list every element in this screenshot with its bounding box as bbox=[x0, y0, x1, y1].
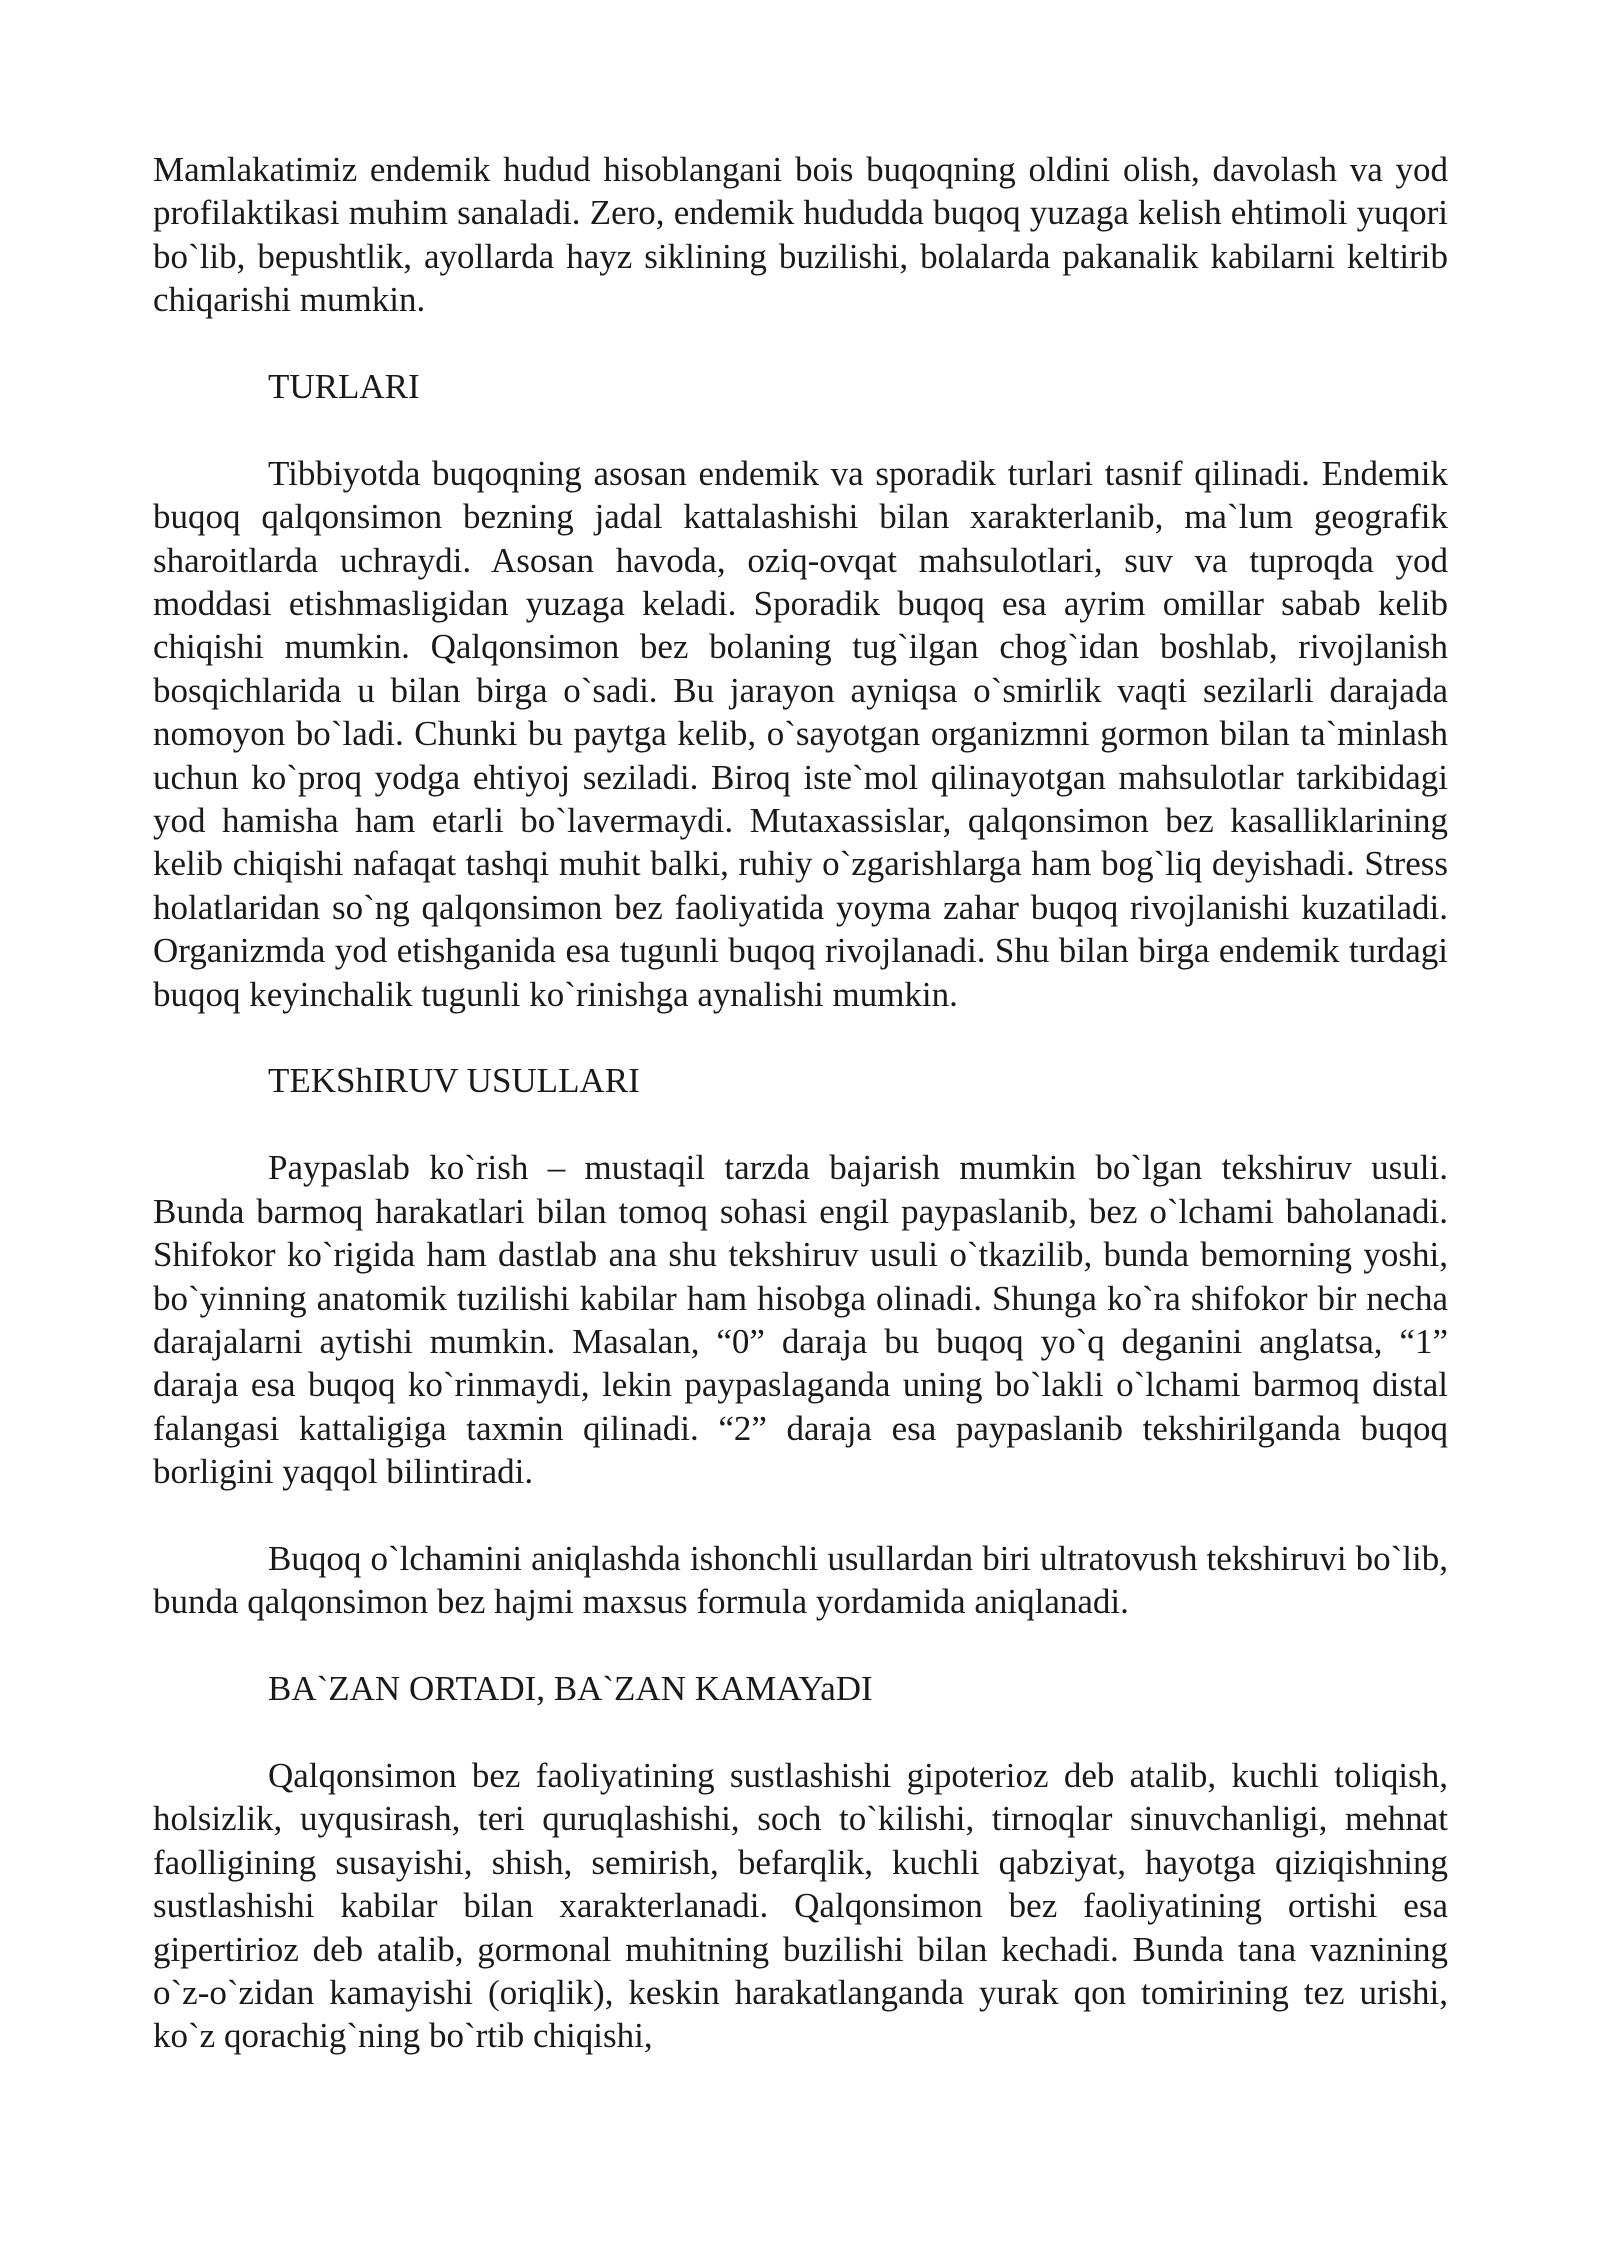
section-paragraph-ultratovush: Buqoq o`lchamini aniqlashda ishonchli usullardan biri ultratovush tekshiruvi bo`lib, bunda qalqonsimon bez hajmi maxsus formula yordamida aniqlanadi. bbox=[153, 1538, 1448, 1622]
spacer bbox=[153, 408, 1448, 451]
spacer bbox=[153, 1016, 1448, 1059]
spacer bbox=[153, 1103, 1448, 1146]
section-paragraph-turlari: Tibbiyotda buqoqning asosan endemik va sporadik turlari tasnif qilinadi. Endemik buqoq qalqonsimon bezning jadal kattalashishi bilan xarakterlanib, ma`lum geografik sharoitlarda uchraydi. Asosan havoda, oziq-ovqat mahsulotlari, suv va tuproqda yod moddasi etishmasligidan yuzaga keladi. Sporadik buqoq esa ayrim omillar sabab kelib chiqishi mumkin. Qalqonsimon bez bolaning tug`ilgan chog`idan boshlab, rivojlanish bosqichlarida u bilan birga o`sadi. Bu jarayon ayniqsa o`smirlik vaqti sezilarli darajada nomoyon bo`ladi. Chunki bu paytga kelib, o`sayotgan organizmni gormon bilan ta`minlash uchun ko`proq yodga ehtiyoj seziladi. Biroq iste`mol qilinayotgan mahsulotlar tarkibidagi yod hamisha ham etarli bo`lavermaydi. Mutaxassislar, qalqonsimon bez kasalliklarining kelib chiqishi nafaqat tashqi muhit balki, ruhiy o`zgarishlarga ham bog`liq deyishadi. Stress holatlaridan so`ng qalqonsimon bez faoliyatida yoyma zahar buqoq rivojlanishi kuzatiladi. Organizmda yod etishganida esa tugunli buqoq rivojlanadi. Shu bilan birga endemik turdagi buqoq keyinchalik tugunli ko`rinishga aynalishi mumkin. bbox=[153, 453, 1448, 1014]
section-paragraph-paypaslab: Paypaslab ko`rish – mustaqil tarzda bajarish mumkin bo`lgan tekshiruv usuli. Bunda barmoq harakatlari bilan tomoq sohasi engil paypaslanib, bez o`lchami baholanadi. Shifokor ko`rigida ham dastlab ana shu tekshiruv usuli o`tkazilib, bunda bemorning yoshi, bo`yinning anatomik tuzilishi kabilar ham hisobga olinadi. Shunga ko`ra shifokor bir necha darajalarni aytishi mumkin. Masalan, “0” daraja bu buqoq yo`q deganini anglatsa, “1” daraja esa buqoq ko`rinmaydi, lekin paypaslaganda uning bo`lakli o`lchami barmoq distal falangasi kattaligiga taxmin qilinadi. “2” daraja esa paypaslanib tekshirilganda buqoq borligini yaqqol bilintiradi. bbox=[153, 1148, 1448, 1492]
spacer bbox=[153, 322, 1448, 365]
section-paragraph-qalqonsimon-bez: Qalqonsimon bez faoliyatining sustlashishi gipoterioz deb atalib, kuchli toliqish, holsizlik, uyqusirash, teri quruqlashishi, soch to`kilishi, tirnoqlar sinuvchanligi, mehnat faolligining susayishi, shish, semirish, befarqlik, kuchli qabziyat, hayotga qiziqishning sustlashishi kabilar bilan xarakterlanadi. Qalqonsimon bez faoliyatining ortishi esa gipertirioz deb atalib, gormonal muhitning buzilishi bilan kechadi. Bunda tana vaznining o`z-o`zidan kamayishi (oriqlik), keskin harakatlanganda yurak qon tomirining tez urishi, ko`z qorachig`ning bo`rtib chiqishi, bbox=[153, 1755, 1448, 2056]
spacer bbox=[153, 1624, 1448, 1667]
document-page bbox=[153, 148, 1448, 2058]
intro-paragraph: Mamlakatimiz endemik hudud hisoblangani bois buqoqning oldini olish, davolash va yod profilaktikasi muhim sanaladi. Zero, endemik hududda buqoq yuzaga kelish ehtimoli yuqori bo`lib, bepushtlik, ayollarda hayz siklining buzilishi, bolalarda pakanalik kabilarni keltirib chiqarishi mumkin. bbox=[153, 150, 1448, 320]
spacer bbox=[153, 1494, 1448, 1537]
section-heading-turlari: TURLARI bbox=[268, 367, 420, 407]
section-heading-tekshiruv-usullari: TEKShIRUV USULLARI bbox=[268, 1061, 640, 1101]
section-heading-bazan-ortadi: BA`ZAN ORTADI, BA`ZAN KAMAYaDI bbox=[268, 1669, 873, 1709]
spacer bbox=[153, 1711, 1448, 1754]
